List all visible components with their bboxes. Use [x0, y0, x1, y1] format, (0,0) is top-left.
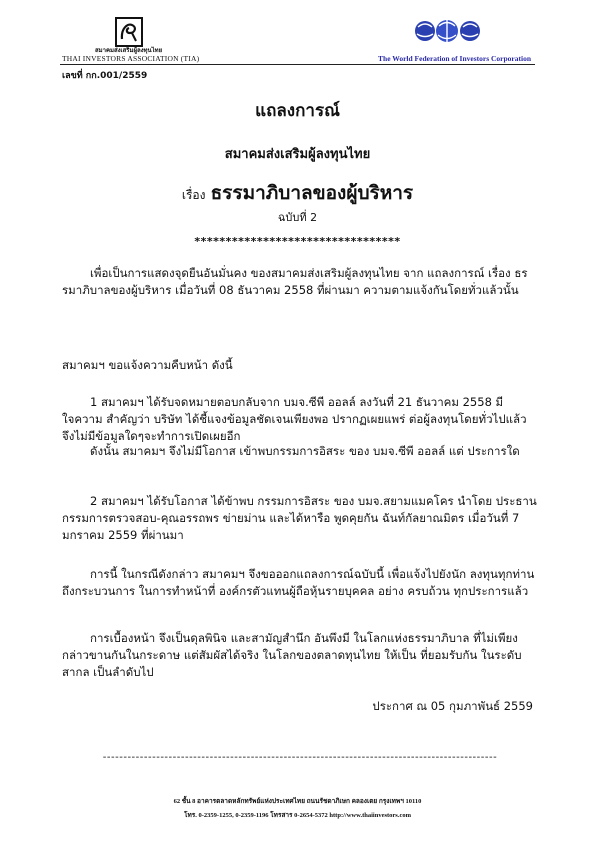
paragraph-item-2: 2 สมาคมฯ ได้รับโอกาส ได้ข้าพบ กรรมการอิสระ ของ บมจ.สยามแมคโคร นำโดย ประธานกรรมการตรวจสอบ-คุณอรรถพร ข่ายม่าน และได้หารือ พูดคุยกัน ฉันท์กัลยาณมิตร เมื่อวันที่ 7 มกราคม 2559 ที่ผ่านมา [62, 494, 537, 542]
tia-logo-icon [115, 17, 143, 47]
paragraph-item-1: 1 สมาคมฯ ได้รับจดหมายตอบกลับจาก บมจ.ซีพี ออลล์ ลงวันที่ 21 ธันวาคม 2558 มีใจความ สำคัญว่า บริษัท ได้ชี้แจงข้อมูลชัดเจนเพียงพอ ปรากฏเผยแพร่ ต่อผู้ลงทุนโดยทั่วไปแล้ว จึงไม่มีข้อมูลใดๆจะทำการเปิดเผยอีก [62, 395, 527, 443]
document-title: แถลงการณ์ [255, 101, 340, 121]
tia-english-name: THAI INVESTORS ASSOCIATION (TIA) [62, 54, 200, 63]
footer-contact: โทร. 0-2359-1255, 0-2359-1196 โทรสาร 0-2654-5372 http://www.thaiinvestors.com [183, 812, 411, 819]
paragraph-item-1b: ดังนั้น สมาคมฯ จึงไม่มีโอกาส เข้าพบกรรมการอิสระ ของ บมจ.ซีพี ออลล์ แต่ ประการใด [90, 444, 520, 458]
star-separator: ********************************* [194, 235, 401, 248]
paragraph-intro: เพื่อเป็นการแสดงจุดยืนอันมั่นคง ของสมาคมส่งเสริมผู้ลงทุนไทย จาก แถลงการณ์ เรื่อง ธรรมาภิบาลของผู้บริหาร เมื่อวันที่ 08 ธันวาคม 2558 ที่ผ่านมา ความตามแจ้งกันโดยทั่วแล้วนั้น [62, 266, 528, 297]
reference-number: เลขที่ กก.001/2559 [62, 71, 148, 81]
header-rule [60, 64, 535, 65]
organization-name: สมาคมส่งเสริมผู้ลงทุนไทย [224, 147, 371, 162]
announcement-date: ประกาศ ณ 05 กุมภาพันธ์ 2559 [372, 699, 533, 713]
paragraph-announce: สมาคมฯ ขอแจ้งความคืบหน้า ดังนี้ [62, 358, 233, 372]
wfic-name: The World Federation of Investors Corporation [378, 54, 531, 63]
edition-number: ฉบับที่ 2 [277, 211, 318, 224]
subject-line [0, 178, 595, 208]
footer-separator: ------------------------------------------------------------------------------------------------ [102, 752, 498, 763]
subject-main: ธรรมาภิบาลของผู้บริหาร [210, 182, 414, 204]
wfic-globe-logo-icon [413, 17, 483, 45]
subject-prefix: เรื่อง [181, 188, 206, 202]
paragraph-closing: การเบื้องหน้า จึงเป็นดุลพินิจ และสามัญสำนึก อันพึงมี ในโลกแห่งธรรมาภิบาล ที่ไม่เพียงกล่าวขานกันในกระดาษ แต่สัมผัสได้จริง ในโลกของตลาดทุนไทย ให้เป็น ที่ยอมรับกัน ในระดับสากล เป็นลำดับไป [62, 631, 522, 679]
paragraph-item-3: การนี้ ในกรณีดังกล่าว สมาคมฯ จึงขอออกแถลงการณ์ฉบับนี้ เพื่อแจ้งไปยังนัก ลงทุนทุกท่าน ถึงกระบวนการ ในการทำหน้าที่ องค์กรตัวแทนผู้ถือหุ้นรายบุคคล อย่าง ครบถ้วน ทุกประการแล้ว [62, 567, 535, 598]
footer-address: 62 ชั้น 8 อาคารตลาดหลักทรัพย์แห่งประเทศไทย ถนนรัชดาภิเษก คลองเตย กรุงเทพฯ 10110 [173, 798, 422, 805]
tia-thai-name: สมาคมส่งเสริมผู้ลงทุนไทย [95, 47, 163, 54]
